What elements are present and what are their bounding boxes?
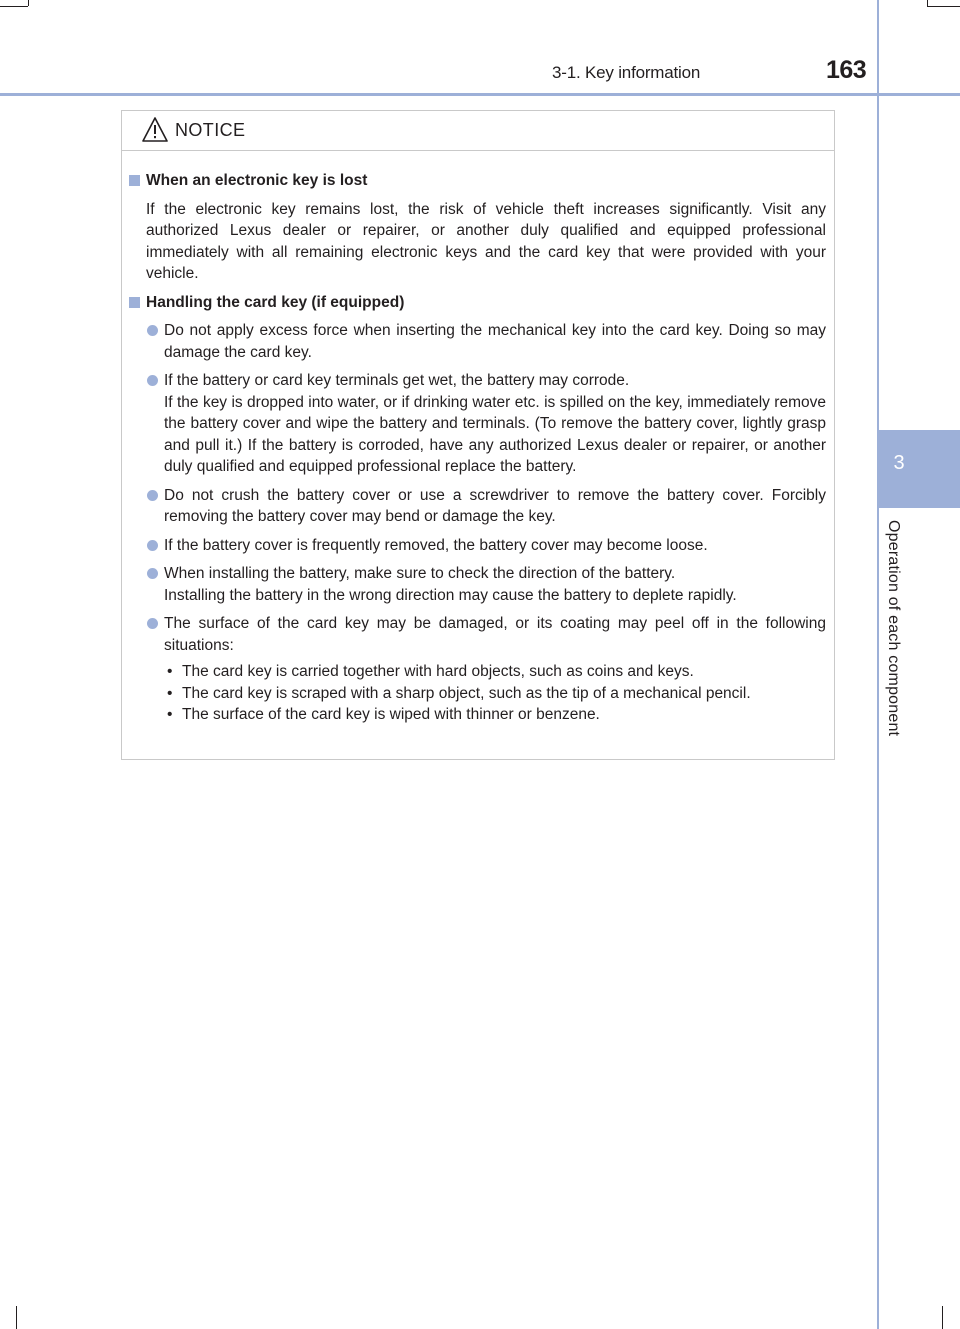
circle-bullet-icon [147, 568, 158, 579]
circle-bullet-icon [147, 540, 158, 551]
notice-label: NOTICE [175, 120, 246, 140]
list-item [164, 320, 826, 363]
section-heading-text: Handling the card key (if equipped) [146, 293, 405, 311]
page-number: 163 [826, 56, 867, 84]
chapter-title: Operation of each component [885, 520, 902, 737]
sub-list [122, 661, 834, 726]
dot-marker: • [167, 706, 173, 723]
sub-list-item [167, 683, 826, 705]
crop-mark [927, 6, 960, 7]
section-heading [122, 292, 834, 314]
list-item-text: If the battery or card key terminals get wet, the battery may corrode. [164, 372, 630, 389]
list-item-text: If the key is dropped into water, or if drinking water etc. is spilled on the key, immediately remove the battery cover and wipe the battery and terminals. (To remove the battery cover, lightly grasp and pull it.) If the battery is corroded, have any authorized Lexus dealer or repairer, or another duly qualified and equipped professional replace the battery. [164, 393, 826, 475]
section-heading-text: When an electronic key is lost [146, 172, 368, 189]
circle-bullet-icon [147, 375, 158, 386]
warning-triangle-icon [141, 116, 169, 148]
list-item-text: Installing the battery in the wrong direction may cause the battery to deplete rapidly. [164, 586, 737, 604]
square-bullet-icon [129, 297, 140, 308]
sub-list-item [167, 661, 826, 683]
section-heading [122, 170, 834, 192]
circle-bullet-icon [147, 618, 158, 629]
sub-list-item [167, 704, 826, 726]
list-item-text: Do not crush the battery cover or use a screwdriver to remove the battery cover. Forcibly removing the battery cover may bend or damage the key. [164, 486, 826, 525]
list-item [164, 535, 826, 557]
sub-list-item-text: The card key is carried together with hard objects, such as coins and keys. [182, 663, 694, 680]
list-item [164, 485, 826, 528]
notice-body [122, 170, 834, 726]
list-item [164, 563, 826, 606]
paragraph: If the electronic key remains lost, the risk of vehicle theft increases significantly. Visit any authorized Lexus dealer or repairer, or another duly qualified and equipped professional immediately with all remaining electronic keys and the card key that were provided with your vehicle. [146, 200, 826, 282]
circle-bullet-icon [147, 325, 158, 336]
list-item-text: The surface of the card key may be damaged, or its coating may peel off in the following situations: [164, 615, 826, 654]
notice-box [121, 110, 835, 760]
crop-mark [28, 0, 29, 6]
list-item [164, 370, 826, 478]
crop-mark [0, 6, 28, 7]
crop-mark [16, 1306, 17, 1329]
circle-bullet-icon [147, 490, 158, 501]
dot-marker: • [167, 663, 173, 680]
list-item-text: If the battery cover is frequently removed, the battery cover may become loose. [164, 536, 708, 554]
header-rule [0, 93, 960, 96]
chapter-tab [879, 430, 960, 508]
chapter-number: 3 [893, 452, 905, 474]
sub-list-item-text: The surface of the card key is wiped with thinner or benzene. [182, 706, 600, 723]
dot-marker: • [167, 684, 173, 702]
list-item-text: Do not apply excess force when inserting the mechanical key into the card key. Doing so may damage the card key. [164, 322, 826, 361]
list-item [164, 613, 826, 656]
section-title: 3-1. Key information [552, 63, 701, 82]
sub-list-item-text: The card key is scraped with a sharp object, such as the tip of a mechanical pencil. [182, 684, 751, 702]
list-item-text: When installing the battery, make sure to check the direction of the battery. [164, 565, 676, 582]
notice-header [122, 111, 834, 151]
square-bullet-icon [129, 175, 140, 186]
crop-mark [942, 1306, 943, 1329]
side-rule [877, 0, 879, 1329]
